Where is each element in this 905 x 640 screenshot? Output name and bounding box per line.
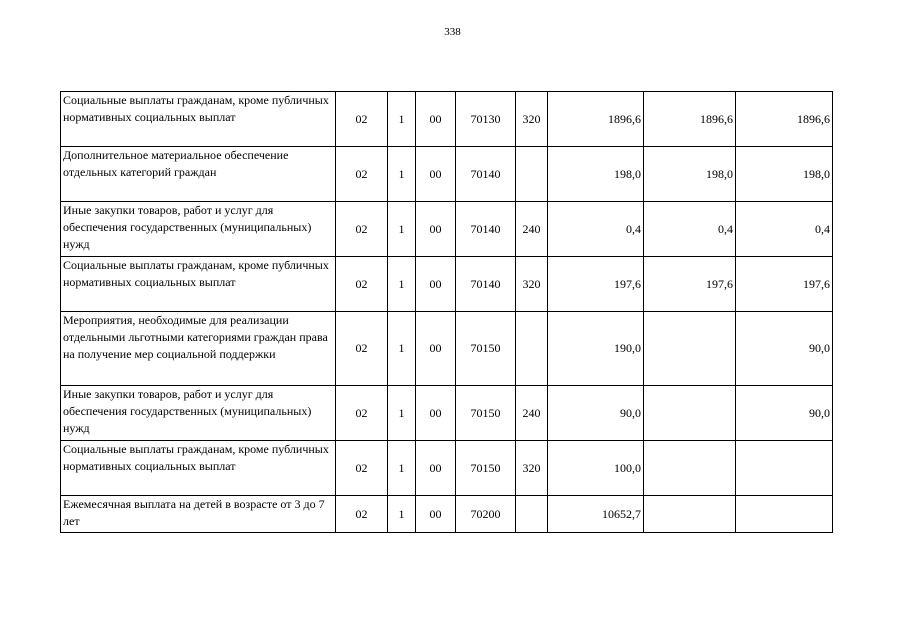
row-group: 00: [416, 202, 456, 257]
row-amount-2: [644, 496, 736, 533]
row-amount-2: [644, 386, 736, 441]
row-amount-1: 190,0: [548, 312, 644, 386]
row-group: 00: [416, 92, 456, 147]
row-amount-1: 197,6: [548, 257, 644, 312]
row-section: 02: [336, 202, 388, 257]
row-name: Иные закупки товаров, работ и услуг для обеспечения государственных (муниципальных) нужд: [61, 386, 336, 441]
row-expense-type: 320: [516, 257, 548, 312]
row-name: Дополнительное материальное обеспечение отдельных категорий граждан: [61, 147, 336, 202]
row-amount-3: 1896,6: [736, 92, 833, 147]
row-amount-3: 197,6: [736, 257, 833, 312]
row-group: 00: [416, 386, 456, 441]
row-section: 02: [336, 312, 388, 386]
row-amount-1: 198,0: [548, 147, 644, 202]
row-section: 02: [336, 257, 388, 312]
row-expense-type: 320: [516, 441, 548, 496]
row-amount-2: 197,6: [644, 257, 736, 312]
row-section: 02: [336, 92, 388, 147]
row-group: 00: [416, 147, 456, 202]
row-expense-type: [516, 312, 548, 386]
row-expense-type: [516, 147, 548, 202]
row-section: 02: [336, 386, 388, 441]
row-subsection: 1: [388, 386, 416, 441]
row-amount-1: 1896,6: [548, 92, 644, 147]
row-amount-3: 90,0: [736, 312, 833, 386]
row-expense-type: 240: [516, 202, 548, 257]
table-row: [61, 202, 833, 257]
row-amount-2: [644, 312, 736, 386]
row-amount-3: 90,0: [736, 386, 833, 441]
table-row: [61, 257, 833, 312]
row-amount-2: 0,4: [644, 202, 736, 257]
row-name: Социальные выплаты гражданам, кроме публичных нормативных социальных выплат: [61, 257, 336, 312]
row-amount-2: [644, 441, 736, 496]
table-row: [61, 496, 833, 533]
row-target-code: 70140: [456, 147, 516, 202]
row-amount-1: 90,0: [548, 386, 644, 441]
row-amount-3: [736, 441, 833, 496]
table-row: [61, 441, 833, 496]
row-subsection: 1: [388, 496, 416, 533]
row-group: 00: [416, 441, 456, 496]
row-amount-1: 10652,7: [548, 496, 644, 533]
row-subsection: 1: [388, 202, 416, 257]
row-target-code: 70140: [456, 202, 516, 257]
row-subsection: 1: [388, 257, 416, 312]
row-group: 00: [416, 312, 456, 386]
page-number: 338: [444, 26, 461, 38]
row-amount-1: 100,0: [548, 441, 644, 496]
row-expense-type: 240: [516, 386, 548, 441]
table-row: [61, 312, 833, 386]
row-target-code: 70150: [456, 312, 516, 386]
budget-table: [60, 91, 833, 533]
row-amount-3: 198,0: [736, 147, 833, 202]
row-section: 02: [336, 441, 388, 496]
row-target-code: 70200: [456, 496, 516, 533]
row-group: 00: [416, 257, 456, 312]
row-name: Социальные выплаты гражданам, кроме публичных нормативных социальных выплат: [61, 92, 336, 147]
row-target-code: 70130: [456, 92, 516, 147]
table-row: [61, 386, 833, 441]
row-target-code: 70150: [456, 386, 516, 441]
row-target-code: 70140: [456, 257, 516, 312]
row-amount-3: [736, 496, 833, 533]
row-expense-type: 320: [516, 92, 548, 147]
row-subsection: 1: [388, 147, 416, 202]
row-amount-3: 0,4: [736, 202, 833, 257]
table-row: [61, 92, 833, 147]
row-subsection: 1: [388, 92, 416, 147]
row-amount-2: 198,0: [644, 147, 736, 202]
row-target-code: 70150: [456, 441, 516, 496]
row-group: 00: [416, 496, 456, 533]
row-section: 02: [336, 496, 388, 533]
row-name: Мероприятия, необходимые для реализации отдельными льготными категориями граждан права на получение мер социальной поддержки: [61, 312, 336, 386]
row-name: Социальные выплаты гражданам, кроме публичных нормативных социальных выплат: [61, 441, 336, 496]
row-section: 02: [336, 147, 388, 202]
row-name: Ежемесячная выплата на детей в возрасте от 3 до 7 лет: [61, 496, 336, 533]
row-amount-1: 0,4: [548, 202, 644, 257]
table-row: [61, 147, 833, 202]
row-amount-2: 1896,6: [644, 92, 736, 147]
row-subsection: 1: [388, 312, 416, 386]
row-expense-type: [516, 496, 548, 533]
row-subsection: 1: [388, 441, 416, 496]
row-name: Иные закупки товаров, работ и услуг для обеспечения государственных (муниципальных) нужд: [61, 202, 336, 257]
